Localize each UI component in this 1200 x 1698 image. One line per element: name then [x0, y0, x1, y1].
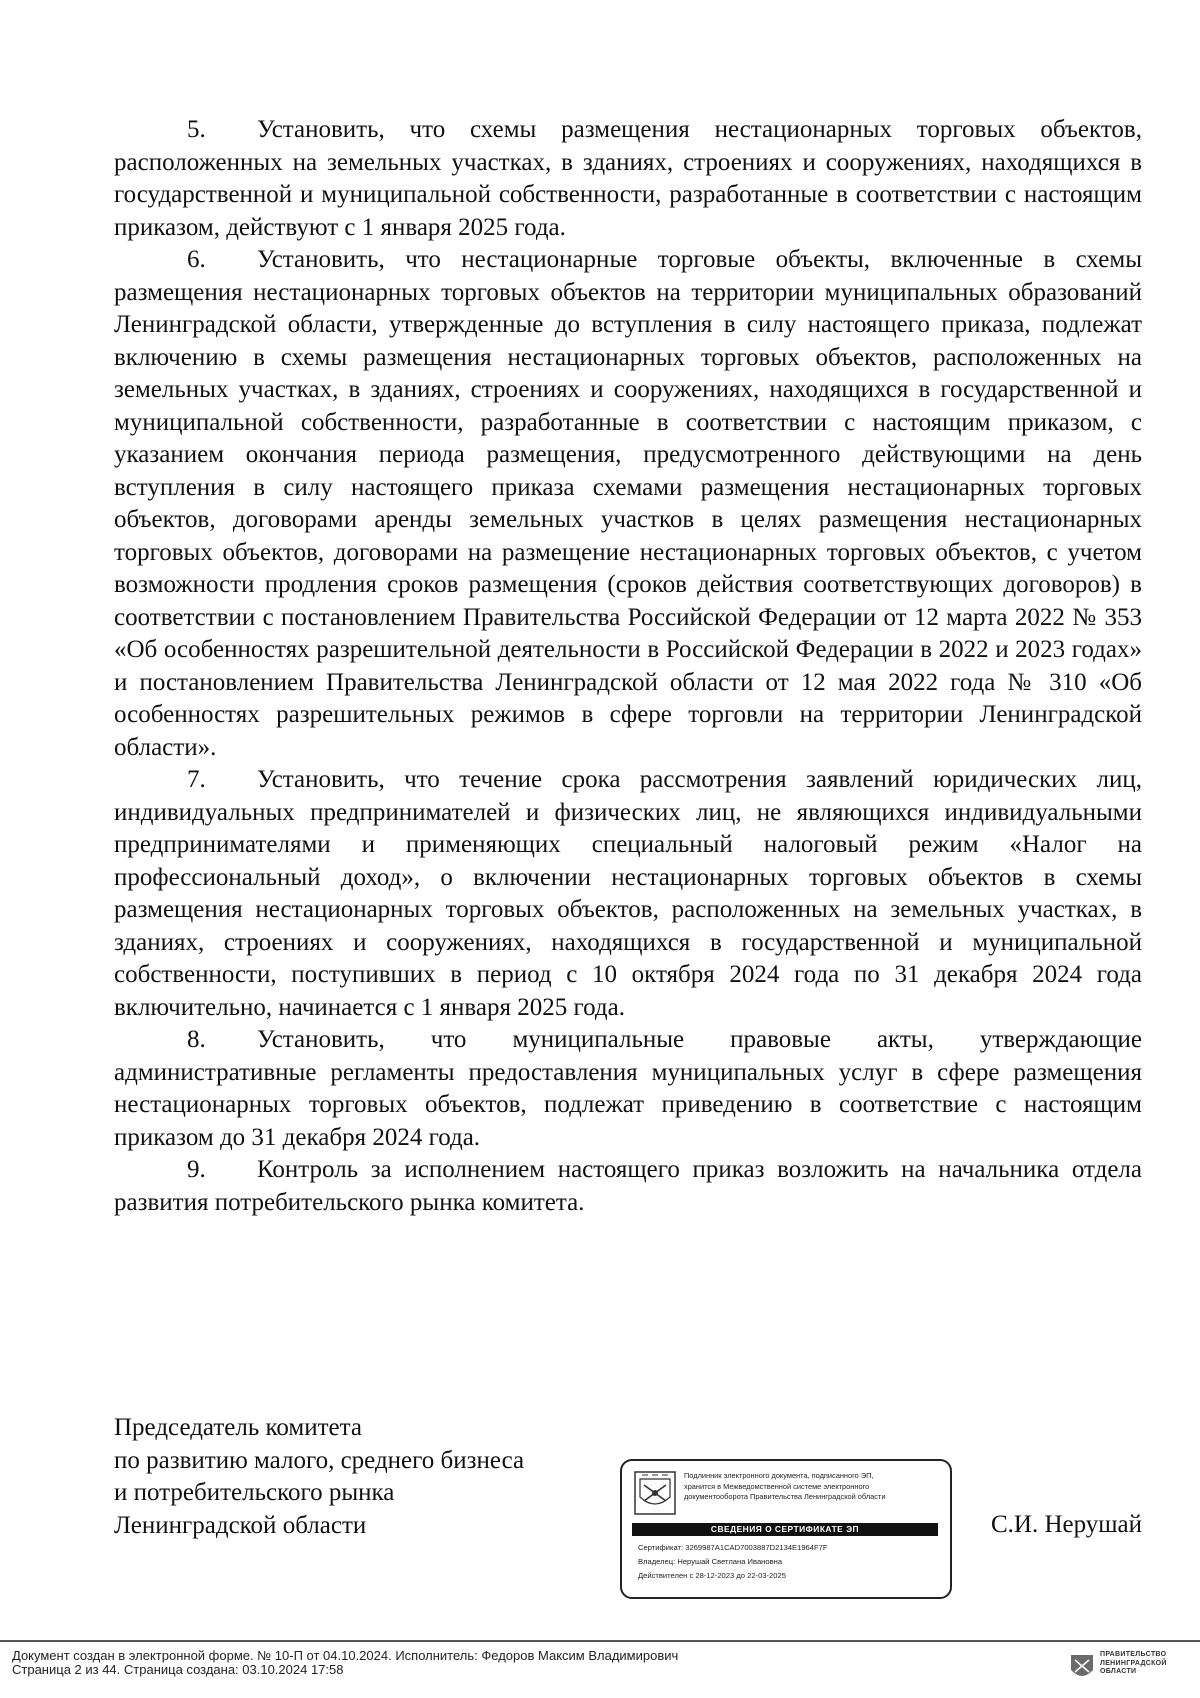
paragraph-8 — [114, 1024, 1142, 1154]
paragraph-6 — [114, 244, 1142, 764]
stamp-owner: Владелец: Нерушай Светлана Ивановна — [638, 1557, 783, 1566]
paragraph-number: 6. — [187, 246, 206, 273]
footer-text — [12, 1649, 678, 1677]
paragraph-number: 7. — [187, 766, 206, 793]
paragraph-number: 8. — [187, 1026, 206, 1053]
signer-title-line: и потребительского рынка — [114, 1479, 395, 1506]
signer-title — [114, 1412, 524, 1542]
paragraph-text: Установить, что нестационарные торговые объекты, включенные в схемы размещения нестационарных торговых объектов на территории муниципальных образований Ленинградской области, утвержденные до вступления в силу настоящего приказа, подлежат включению в схемы размещения нестационарных торговых объектов, расположенных на земельных участках, в зданиях, строениях и сооружениях, находящихся в государственной и муниципальной собственности, разработанные в соответствии с настоящим приказом, с указанием окончания периода размещения, предусмотренного действующими на день вступления в силу настоящего приказа схемами размещения нестационарных торговых объектов, договорами аренды земельных участков в целях размещения нестационарных торговых объектов, договорами на размещение нестационарных торговых объектов, с учетом возможности продления сроков размещения (сроков действия соответствующих договоров) в соответствии с постановлением Правительства Российской Федерации от 12 марта 2022 № 353 «Об особенностях разрешительной деятельности в Российской Федерации в 2022 и 2023 годах» и постановлением Правительства Ленинградской области от 12 мая 2022 года № 310 «Об особенностях разрешительных режимов в сфере торговли на территории Ленинградской области». — [114, 246, 1142, 761]
government-logo-line: ЛЕНИНГРАДСКОЙ — [1100, 1659, 1167, 1667]
footer-line-2: Страница 2 из 44. Страница создана: 03.10.2024 17:58 — [12, 1662, 344, 1677]
document-body — [114, 114, 1142, 1219]
stamp-validity: Действителен с 28-12-2023 до 22-03-2025 — [638, 1571, 786, 1580]
government-logo — [1070, 1650, 1186, 1686]
paragraph-7 — [114, 764, 1142, 1024]
paragraph-9 — [114, 1154, 1142, 1219]
signer-title-line: Ленинградской области — [114, 1511, 367, 1539]
paragraph-5 — [114, 114, 1142, 244]
paragraph-text: Контроль за исполнением настоящего приказ возложить на начальника отдела развития потребительского рынка комитета. — [114, 1156, 1142, 1216]
stamp-header: СВЕДЕНИЯ О СЕРТИФИКАТЕ ЭП — [632, 1523, 938, 1536]
signature-block — [114, 1412, 1142, 1612]
government-emblem-icon — [1070, 1654, 1094, 1680]
footer-divider — [0, 1640, 1200, 1642]
government-logo-text — [1100, 1651, 1167, 1677]
government-logo-line: ПРАВИТЕЛЬСТВО — [1100, 1651, 1167, 1658]
signer-name: С.И. Нерушай — [990, 1511, 1142, 1538]
paragraph-number: 9. — [187, 1156, 206, 1183]
signer-title-line: Председатель комитета — [114, 1414, 362, 1441]
stamp-intro-text — [684, 1471, 942, 1503]
stamp-intro-line: документооборота Правительства Ленинградской области — [684, 1492, 886, 1501]
stamp-intro-line: хранится в Межведомственной системе электронного — [684, 1481, 870, 1491]
paragraph-text: Установить, что течение срока рассмотрения заявлений юридических лиц, индивидуальных предпринимателей и физических лиц, не являющихся индивидуальными предпринимателями и применяющих специальный налоговый режим «Налог на профессиональный доход», о включении нестационарных торговых объектов в схемы размещения нестационарных торговых объектов, расположенных на земельных участках, в зданиях, строениях и сооружениях, находящихся в государственной и муниципальной собственности, поступивших в период с 10 октября 2024 года по 31 декабря 2024 года включительно, начинается с 1 января 2025 года. — [114, 766, 1142, 1021]
footer-line-1: Документ создан в электронной форме. № 10-П от 04.10.2024. Исполнитель: Федоров Максим Владимирович — [12, 1648, 679, 1663]
paragraph-text: Установить, что муниципальные правовые акты, утверждающие административные регламенты предоставления муниципальных услуг в сфере размещения нестационарных торговых объектов, подлежат приведению в соответствие с настоящим приказом до 31 декабря 2024 года. — [114, 1026, 1142, 1151]
electronic-signature-stamp — [620, 1459, 952, 1599]
paragraph-number: 5. — [187, 116, 206, 143]
stamp-intro-line: Подлинник электронного документа, подписанного ЭП, — [684, 1471, 874, 1480]
government-logo-line: ОБЛАСТИ — [1100, 1668, 1137, 1675]
paragraph-text: Установить, что схемы размещения нестационарных торговых объектов, расположенных на земельных участках, в зданиях, строениях и сооружениях, находящихся в государственной и муниципальной собственности, разработанные в соответствии с настоящим приказом, действуют с 1 января 2025 года. — [114, 116, 1142, 241]
signer-title-line: по развитию малого, среднего бизнеса — [114, 1446, 525, 1474]
stamp-certificate: Сертификат: 3269987A1CAD7003887D2134E1964F7F — [638, 1543, 828, 1552]
coat-of-arms-icon — [634, 1471, 676, 1515]
